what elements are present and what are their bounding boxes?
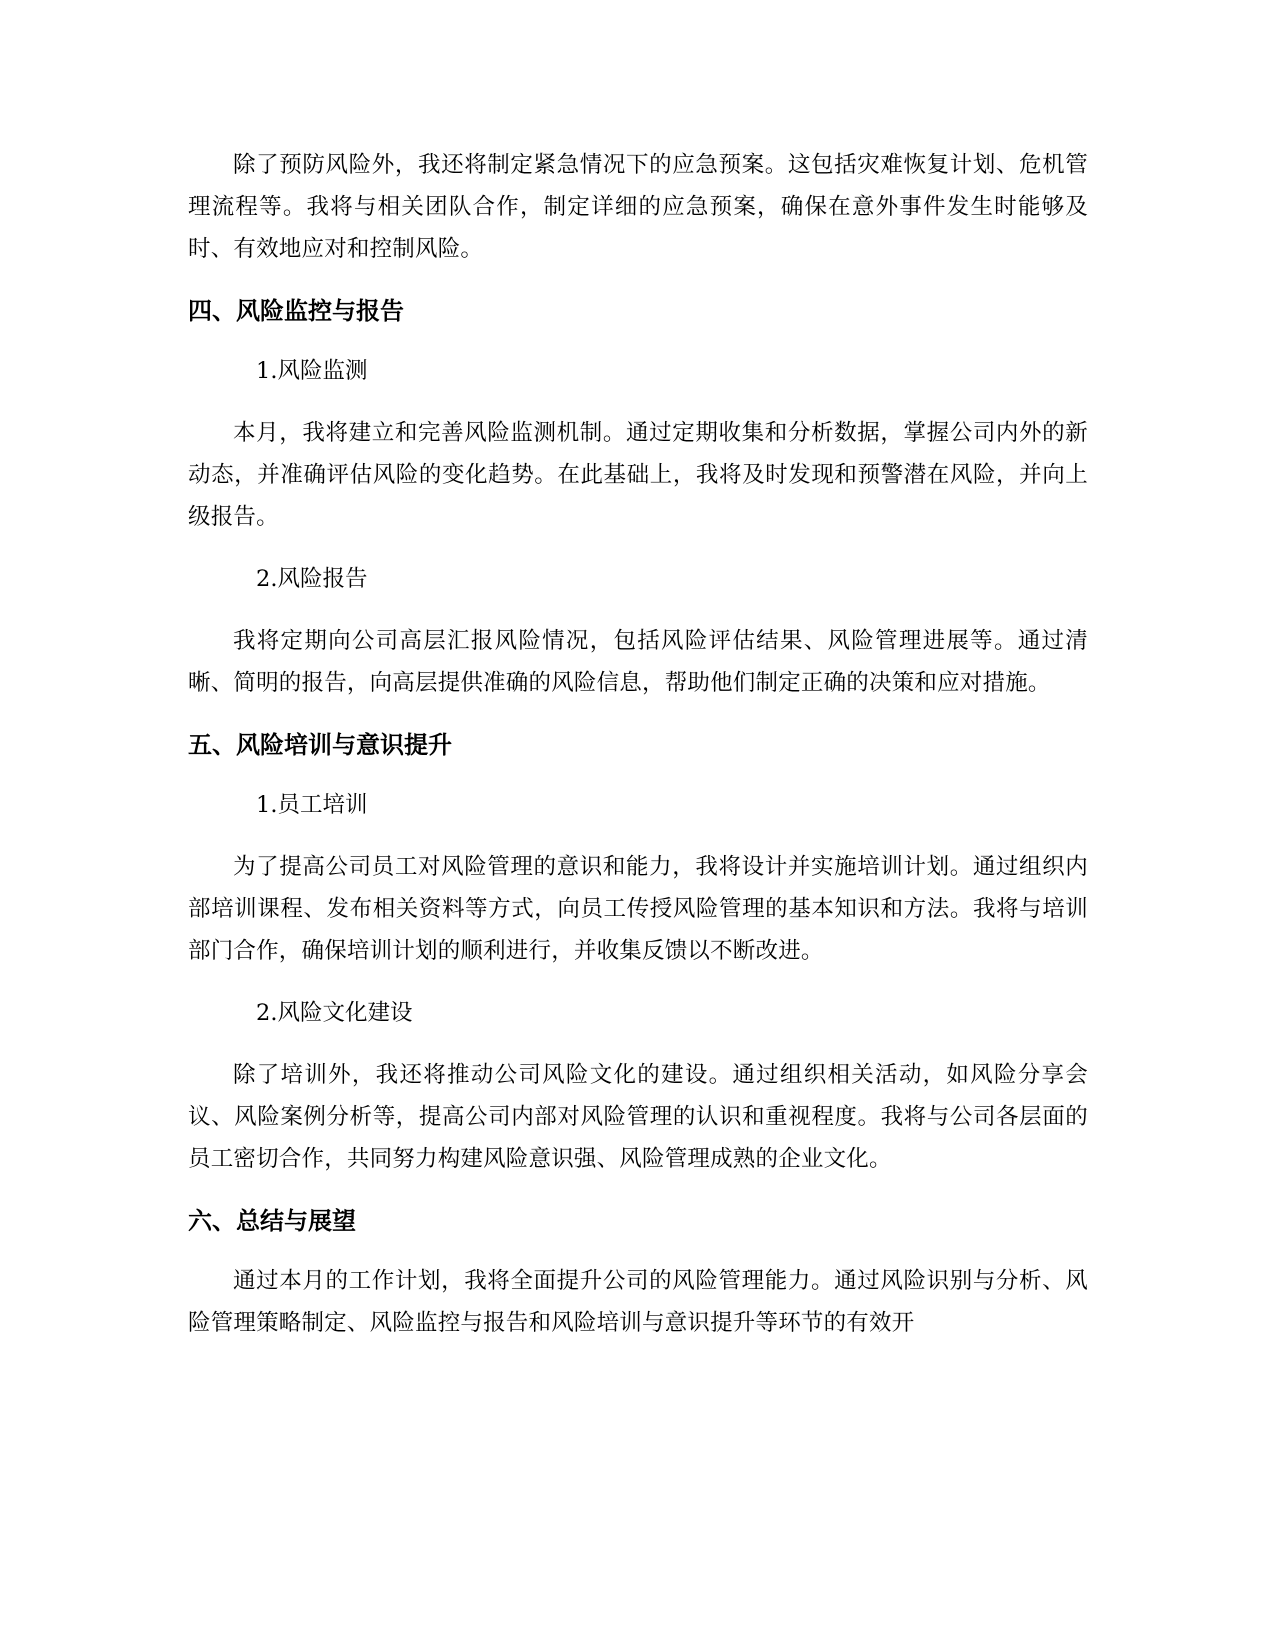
paragraph-risk-detection: 本月，我将建立和完善风险监测机制。通过定期收集和分析数据，掌握公司内外的新动态，并准确评估风险的变化趋势。在此基础上，我将及时发现和预警潜在风险，并向上级报告。 bbox=[188, 420, 1088, 530]
subheading-employee-training: 1.员工培训 bbox=[256, 792, 368, 818]
subheading-risk-report: 2.风险报告 bbox=[256, 566, 368, 592]
paragraph-emergency-plan: 除了预防风险外，我还将制定紧急情况下的应急预案。这包括灾难恢复计划、危机管理流程等。我将与相关团队合作，制定详细的应急预案，确保在意外事件发生时能够及时、有效地应对和控制风险。 bbox=[188, 152, 1088, 262]
subheading-risk-detection: 1.风险监测 bbox=[256, 358, 368, 384]
section-heading-risk-training: 五、风险培训与意识提升 bbox=[188, 731, 452, 759]
section-heading-summary: 六、总结与展望 bbox=[188, 1207, 356, 1235]
subheading-risk-culture: 2.风险文化建设 bbox=[256, 1000, 413, 1026]
paragraph-risk-culture: 除了培训外，我还将推动公司风险文化的建设。通过组织相关活动，如风险分享会议、风险案例分析等，提高公司内部对风险管理的认识和重视程度。我将与公司各层面的员工密切合作，共同努力构建风险意识强、风险管理成熟的企业文化。 bbox=[188, 1062, 1088, 1172]
section-heading-risk-monitoring: 四、风险监控与报告 bbox=[188, 297, 404, 325]
document-body bbox=[188, 144, 1088, 1364]
paragraph-risk-report: 我将定期向公司高层汇报风险情况，包括风险评估结果、风险管理进展等。通过清晰、简明的报告，向高层提供准确的风险信息，帮助他们制定正确的决策和应对措施。 bbox=[188, 628, 1088, 696]
paragraph-employee-training: 为了提高公司员工对风险管理的意识和能力，我将设计并实施培训计划。通过组织内部培训课程、发布相关资料等方式，向员工传授风险管理的基本知识和方法。我将与培训部门合作，确保培训计划的顺利进行，并收集反馈以不断改进。 bbox=[188, 854, 1088, 964]
paragraph-summary: 通过本月的工作计划，我将全面提升公司的风险管理能力。通过风险识别与分析、风险管理策略制定、风险监控与报告和风险培训与意识提升等环节的有效开 bbox=[188, 1268, 1088, 1336]
